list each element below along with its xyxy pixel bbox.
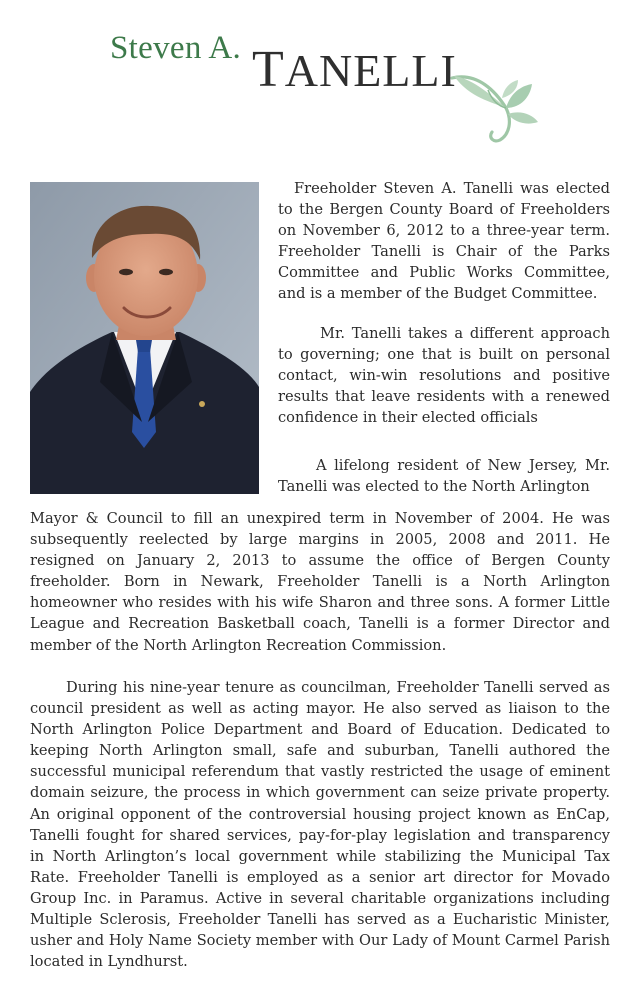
portrait-illustration [30,182,259,494]
last-name-rest: ANELLI [284,45,457,96]
last-name-initial: T [252,41,285,98]
last-name [252,40,457,99]
bio-paragraph-3-lead: A lifelong resident of New Jersey, Mr. Tanelli was elected to the North Arlington [278,457,610,496]
bio-paragraph-1: Freeholder Steven A. Tanelli was elected to the Bergen County Board of Freeholders on November 6, 2012 to a three-year term. Freeholder Tanelli is Chair of the Parks Committee and Public Works Committee, and is a member of the Budget Committee. [278,180,610,303]
first-name: Steven A. [110,30,242,66]
bio-paragraph-2: Mr. Tanelli takes a different approach to governing; one that is built on personal contact, win-win resolutions and positive results that leave residents with a renewed confidence in their elected officials [278,325,610,427]
leaf-vine-icon [448,68,540,146]
bio-paragraph-4: During his nine-year tenure as councilman, Freeholder Tanelli served as council president as well as acting mayor. He also served as liaison to the North Arlington Police Department and Board of Education. Dedicated to keeping North Arlington small, safe and suburban, Tanelli authored the successful municipal referendum that vastly restricted the usage of eminent domain seizure, the process in which government can seize private property. An original opponent of the controversial housing project known as EnCap, Tanelli fought for shared services, pay-for-play legislation and transparency in North Arlington’s local government while stabilizing the Municipal Tax Rate. Freeholder Tanelli is employed as a senior art director for Movado Group Inc. in Paramus. Active in several charitable organizations including Multiple Sclerosis, Freeholder Tanelli has served as a Eucharistic Minister, usher and Holy Name Society member with Our Lady of Mount Carmel Parish located in Lyndhurst. [30,679,610,971]
portrait-photo [30,182,259,494]
bio-paragraph-3-continued: Mayor & Council to fill an unexpired term in November of 2004. He was subsequently reelected by large margins in 2005, 2008 and 2011. He resigned on January 2, 2013 to assume the office of Bergen County freeholder. Born in Newark, Freeholder Tanelli is a North Arlington homeowner who resides with his wife Sharon and three sons. A former Little League and Recreation Basketball coach, Tanelli is a former Director and member of the North Arlington Recreation Commission. [30,510,610,654]
page-header [0,0,638,150]
